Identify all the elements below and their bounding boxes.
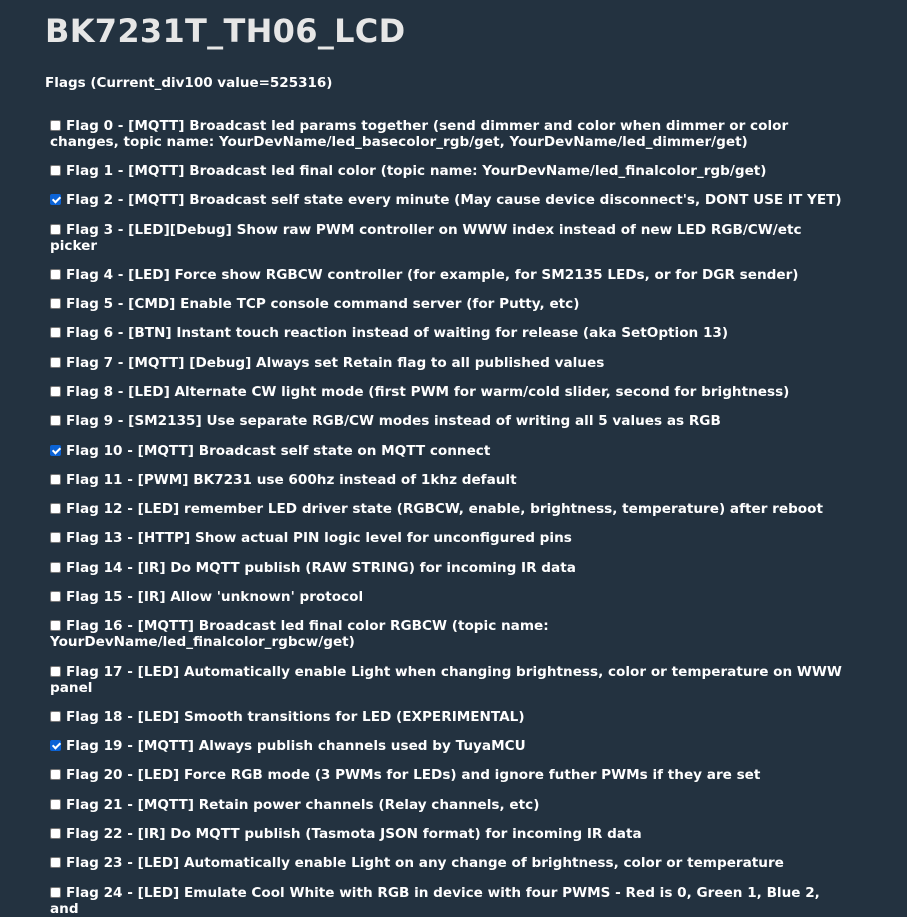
flag-1-label[interactable]: Flag 1 - [MQTT] Broadcast led final color (topic name: YourDevName/led_finalcolor_rgb/get) — [66, 163, 767, 179]
flag-2-checkbox[interactable] — [50, 194, 61, 205]
flag-row-9 — [50, 413, 850, 429]
flag-row-23 — [50, 855, 850, 871]
flag-4-label[interactable]: Flag 4 - [LED] Force show RGBCW controller (for example, for SM2135 LEDs, or for DGR sender) — [66, 267, 799, 283]
flag-19-label[interactable]: Flag 19 - [MQTT] Always publish channels used by TuyaMCU — [66, 738, 526, 754]
flag-row-4 — [50, 267, 850, 283]
flag-11-label[interactable]: Flag 11 - [PWM] BK7231 use 600hz instead of 1khz default — [66, 472, 517, 488]
flag-19-checkbox[interactable] — [50, 740, 61, 751]
flag-row-7 — [50, 355, 850, 371]
flag-8-checkbox[interactable] — [50, 386, 61, 397]
flag-23-label[interactable]: Flag 23 - [LED] Automatically enable Light on any change of brightness, color or temperature — [66, 855, 784, 871]
flag-row-18 — [50, 709, 850, 725]
flag-13-checkbox[interactable] — [50, 532, 61, 543]
flag-17-label[interactable]: Flag 17 - [LED] Automatically enable Light when changing brightness, color or temperature on WWW panel — [50, 664, 842, 696]
flag-6-checkbox[interactable] — [50, 327, 61, 338]
flag-row-5 — [50, 296, 850, 312]
flag-row-14 — [50, 560, 850, 576]
flag-row-10 — [50, 443, 850, 459]
flag-17-checkbox[interactable] — [50, 666, 61, 677]
flag-row-24 — [50, 885, 850, 917]
flag-9-checkbox[interactable] — [50, 415, 61, 426]
flag-6-label[interactable]: Flag 6 - [BTN] Instant touch reaction instead of waiting for release (aka SetOption 13) — [66, 325, 729, 341]
flag-5-checkbox[interactable] — [50, 298, 61, 309]
flag-3-label[interactable]: Flag 3 - [LED][Debug] Show raw PWM controller on WWW index instead of new LED RGB/CW/etc picker — [50, 222, 802, 254]
flag-18-label[interactable]: Flag 18 - [LED] Smooth transitions for LED (EXPERIMENTAL) — [66, 709, 525, 725]
flag-7-label[interactable]: Flag 7 - [MQTT] [Debug] Always set Retain flag to all published values — [66, 355, 605, 371]
flag-0-checkbox[interactable] — [50, 120, 61, 131]
flag-row-13 — [50, 530, 850, 546]
flag-row-6 — [50, 325, 850, 341]
flag-13-label[interactable]: Flag 13 - [HTTP] Show actual PIN logic level for unconfigured pins — [66, 530, 572, 546]
flag-9-label[interactable]: Flag 9 - [SM2135] Use separate RGB/CW modes instead of writing all 5 values as RGB — [66, 413, 721, 429]
flag-10-label[interactable]: Flag 10 - [MQTT] Broadcast self state on MQTT connect — [66, 443, 491, 459]
flag-row-21 — [50, 797, 850, 813]
flag-row-19 — [50, 738, 850, 754]
flag-row-11 — [50, 472, 850, 488]
flag-8-label[interactable]: Flag 8 - [LED] Alternate CW light mode (first PWM for warm/cold slider, second for brightness) — [66, 384, 790, 400]
flag-row-16 — [50, 618, 850, 650]
flag-15-checkbox[interactable] — [50, 591, 61, 602]
flag-row-8 — [50, 384, 850, 400]
flag-row-12 — [50, 501, 850, 517]
flag-7-checkbox[interactable] — [50, 357, 61, 368]
flag-14-label[interactable]: Flag 14 - [IR] Do MQTT publish (RAW STRING) for incoming IR data — [66, 560, 576, 576]
flag-row-22 — [50, 826, 850, 842]
flag-5-label[interactable]: Flag 5 - [CMD] Enable TCP console command server (for Putty, etc) — [66, 296, 580, 312]
flag-row-2 — [50, 192, 850, 208]
flag-11-checkbox[interactable] — [50, 474, 61, 485]
flag-1-checkbox[interactable] — [50, 165, 61, 176]
flag-0-label[interactable]: Flag 0 - [MQTT] Broadcast led params together (send dimmer and color when dimmer or color changes, topic name: YourDevName/led_basecolor_rgb/get, YourDevName/led_dimmer/get) — [50, 118, 789, 150]
page-title: BK7231T_TH06_LCD — [45, 12, 406, 50]
flag-20-checkbox[interactable] — [50, 769, 61, 780]
flag-10-checkbox[interactable] — [50, 445, 61, 456]
flag-20-label[interactable]: Flag 20 - [LED] Force RGB mode (3 PWMs for LEDs) and ignore futher PWMs if they are set — [66, 767, 761, 783]
flag-row-3 — [50, 222, 850, 254]
flag-row-20 — [50, 767, 850, 783]
flag-15-label[interactable]: Flag 15 - [IR] Allow 'unknown' protocol — [66, 589, 364, 605]
flag-12-checkbox[interactable] — [50, 503, 61, 514]
flag-24-label[interactable]: Flag 24 - [LED] Emulate Cool White with RGB in device with four PWMS - Red is 0, Green 1, Blue 2, and — [50, 885, 820, 917]
flag-row-1 — [50, 163, 850, 179]
flag-row-0 — [50, 118, 850, 150]
flag-row-15 — [50, 589, 850, 605]
flag-22-label[interactable]: Flag 22 - [IR] Do MQTT publish (Tasmota JSON format) for incoming IR data — [66, 826, 642, 842]
flag-22-checkbox[interactable] — [50, 828, 61, 839]
flag-23-checkbox[interactable] — [50, 857, 61, 868]
flag-21-checkbox[interactable] — [50, 799, 61, 810]
flag-18-checkbox[interactable] — [50, 711, 61, 722]
flags-heading: Flags (Current_div100 value=525316) — [45, 75, 333, 91]
flag-2-label[interactable]: Flag 2 - [MQTT] Broadcast self state every minute (May cause device disconnect's, DONT USE IT YET) — [66, 192, 842, 208]
flag-4-checkbox[interactable] — [50, 269, 61, 280]
flag-16-label[interactable]: Flag 16 - [MQTT] Broadcast led final color RGBCW (topic name: YourDevName/led_finalcolor_rgbcw/get) — [50, 618, 549, 650]
flag-14-checkbox[interactable] — [50, 562, 61, 573]
flag-row-17 — [50, 664, 850, 696]
flag-12-label[interactable]: Flag 12 - [LED] remember LED driver state (RGBCW, enable, brightness, temperature) after reboot — [66, 501, 823, 517]
flag-16-checkbox[interactable] — [50, 620, 61, 631]
flag-21-label[interactable]: Flag 21 - [MQTT] Retain power channels (Relay channels, etc) — [66, 797, 540, 813]
flag-3-checkbox[interactable] — [50, 224, 61, 235]
flag-24-checkbox[interactable] — [50, 887, 61, 898]
